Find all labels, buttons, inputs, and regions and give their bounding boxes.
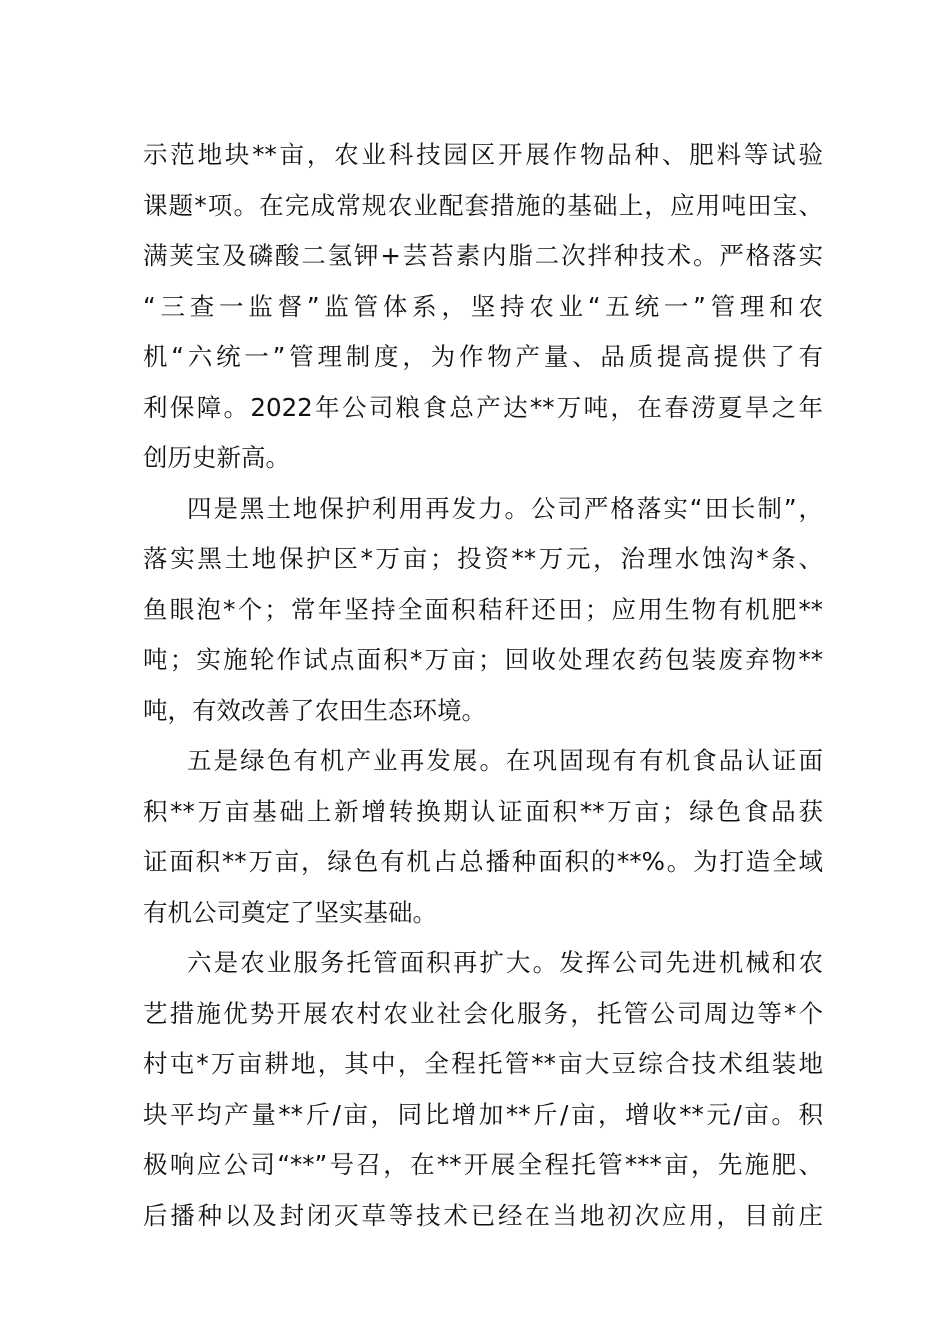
paragraph-four	[143, 484, 823, 737]
text-line: 创历史新高。	[143, 443, 290, 472]
text-line: 有机公司奠定了坚实基础。	[143, 897, 437, 927]
text-line: 满荚宝及磷酸二氢钾+芸苔素内脂二次拌种技术。严格落实	[143, 241, 823, 270]
text-line: “三查一监督”监管体系，坚持农业“五统一”管理和农	[143, 291, 823, 321]
text-line: 艺措施优势开展农村农业社会化服务，托管公司周边等*个	[143, 998, 823, 1028]
text-line: 村屯*万亩耕地，其中，全程托管**亩大豆综合技术组装地	[143, 1049, 823, 1078]
paragraph-five	[143, 736, 823, 938]
text-line: 积**万亩基础上新增转换期认证面积**万亩；绿色食品获	[143, 796, 823, 826]
text-line: 示范地块**亩，农业科技园区开展作物品种、肥料等试验	[143, 140, 823, 169]
paragraph-six	[143, 938, 823, 1241]
paragraph-continuation	[143, 130, 823, 484]
text-line: 四是黑土地保护利用再发力。公司严格落实“田长制”，	[187, 493, 823, 523]
text-line: 块平均产量**斤/亩，同比增加**斤/亩，增收**元/亩。积	[143, 1099, 823, 1129]
text-line: 五是绿色有机产业再发展。在巩固现有有机食品认证面	[187, 746, 823, 775]
text-line: 后播种以及封闭灭草等技术已经在当地初次应用，目前庄	[143, 1200, 823, 1230]
document-body	[143, 130, 823, 1241]
text-line: 鱼眼泡*个；常年坚持全面积秸秆还田；应用生物有机肥**	[143, 594, 823, 624]
text-line: 吨；实施轮作试点面积*万亩；回收处理农药包装废弃物**	[143, 645, 823, 674]
text-line: 证面积**万亩，绿色有机占总播种面积的**%。为打造全域	[143, 847, 823, 876]
text-line: 极响应公司“**”号召，在**开展全程托管***亩，先施肥、	[143, 1150, 823, 1179]
text-line: 课题*项。在完成常规农业配套措施的基础上，应用吨田宝、	[143, 190, 823, 220]
text-line: 机“六统一”管理制度，为作物产量、品质提高提供了有	[143, 342, 823, 371]
text-line: 六是农业服务托管面积再扩大。发挥公司先进机械和农	[187, 948, 823, 977]
text-line: 落实黑土地保护区*万亩；投资**万元，治理水蚀沟*条、	[143, 544, 823, 573]
text-line: 吨，有效改善了农田生态环境。	[143, 695, 486, 725]
text-line: 利保障。2022年公司粮食总产达**万吨，在春涝夏旱之年	[143, 392, 823, 422]
